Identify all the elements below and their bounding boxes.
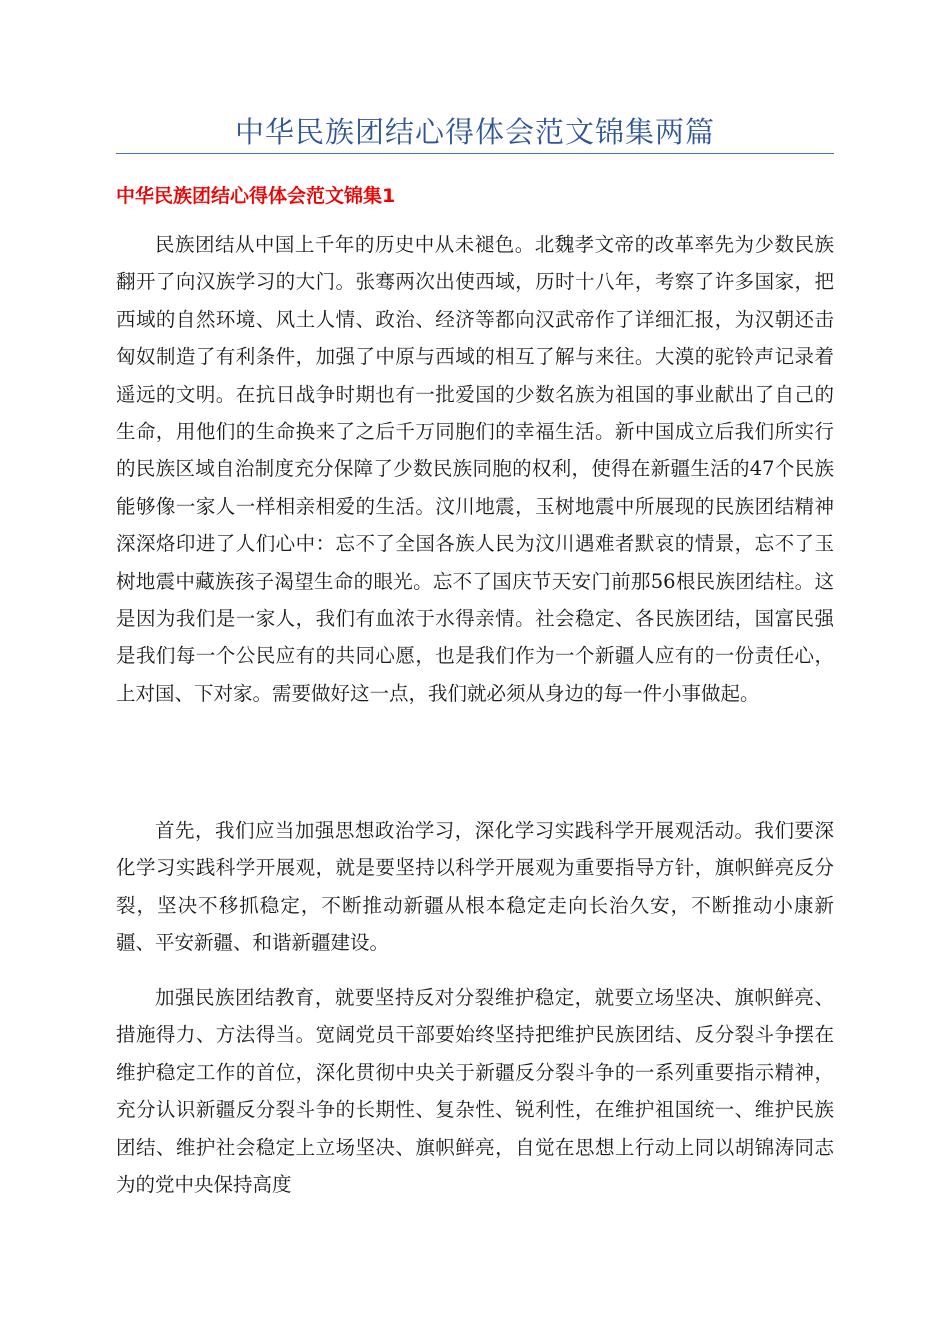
body-paragraph-3: 加强民族团结教育，就要坚持反对分裂维护稳定，就要立场坚决、旗帜鲜亮、措施得力、方法得当。宽阔党员干部要始终坚持把维护民族团结、反分裂斗争摆在维护稳定工作的首位，深化贯彻中央关于新疆反分裂斗争的一系列重要指示精神，充分认识新疆反分裂斗争的长期性、复杂性、锐利性，在维护祖国统一、维护民族团结、维护社会稳定上立场坚决、旗帜鲜亮，自觉在思想上行动上同以胡锦涛同志为的党中央保持高度 [116, 986, 834, 1197]
title-underline-divider [116, 153, 834, 154]
body-paragraph-2: 首先，我们应当加强思想政治学习，深化学习实践科学开展观活动。我们要深化学习实践科学开展观，就是要坚持以科学开展观为重要指导方针，旗帜鲜亮反分裂，坚决不移抓稳定，不断推动新疆从根本稳定走向长治久安，不断推动小康新疆、平安新疆、和谐新疆建设。 [116, 819, 834, 955]
section-heading: 中华民族团结心得体会范文锦集1 [116, 185, 396, 207]
body-paragraph-1: 民族团结从中国上千年的历史中从未褪色。北魏孝文帝的改革率先为少数民族翻开了向汉族学习的大门。张骞两次出使西域，历时十八年，考察了许多国家，把西域的自然环境、风土人情、政治、经济等都向汉武帝作了详细汇报，为汉朝还击匈奴制造了有利条件，加强了中原与西域的相互了解与来往。大漠的驼铃声记录着遥远的文明。在抗日战争时期也有一批爱国的少数名族为祖国的事业献出了自己的生命，用他们的生命换来了之后千万同胞们的幸福生活。新中国成立后我们所实行的民族区域自治制度充分保障了少数民族同胞的权利，使得在新疆生活的47个民族能够像一家人一样相亲相爱的生活。汶川地震，玉树地震中所展现的民族团结精神深深烙印进了人们心中：忘不了全国各族人民为汶川遇难者默哀的情景，忘不了玉树地震中藏族孩子渴望生命的眼光。忘不了国庆节天安门前那56根民族团结柱。这是因为我们是一家人，我们有血浓于水得亲情。社会稳定、各民族团结，国富民强是我们每一个公民应有的共同心愿，也是我们作为一个新疆人应有的一份责任心，上对国、下对家。需要做好这一点，我们就必须从身边的每一件小事做起。 [116, 233, 834, 705]
document-title: 中华民族团结心得体会范文锦集两篇 [234, 115, 715, 149]
